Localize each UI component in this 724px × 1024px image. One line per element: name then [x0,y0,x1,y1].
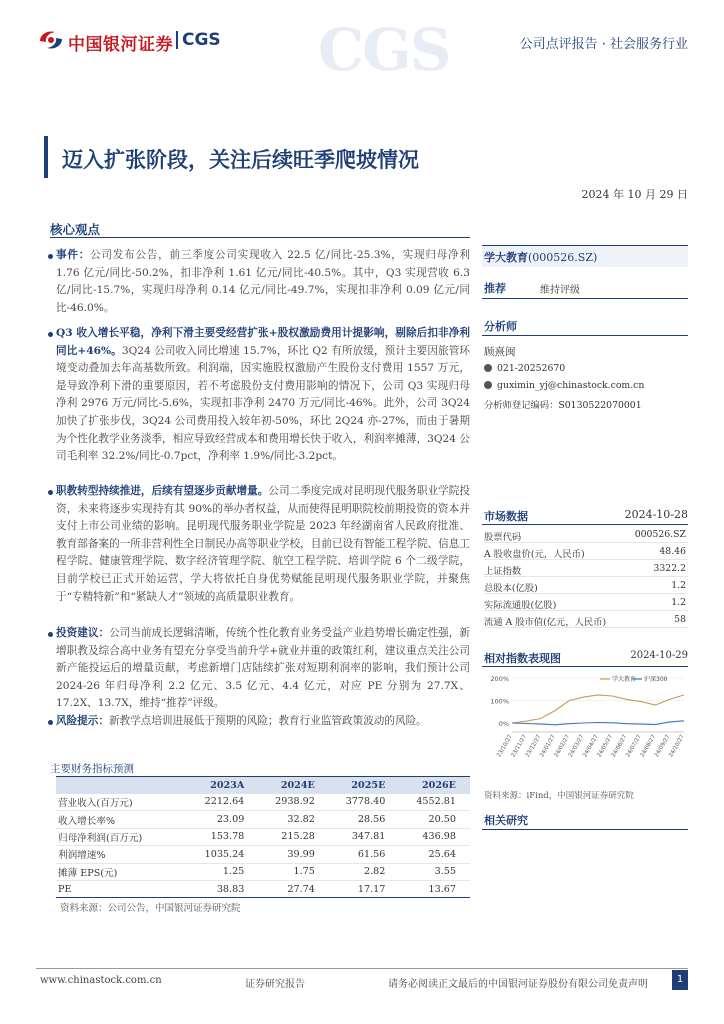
paragraph-lead: Q3 收入增长平稳，净利下滑主要受经营扩张+股权激励费用计提影响，剔除后扣非净利同比+46%。 [56,327,470,357]
table-cell: 1.75 [258,863,329,880]
rating-value: 维持评级 [540,285,580,296]
table-cell: 153.78 [188,828,259,845]
paragraph-q3-growth [56,325,470,466]
table-row [56,828,470,845]
chart-x-tick-label: 24/06/27 [610,734,629,759]
rating-label: 推荐 [484,282,506,295]
table-cell: 归母净利润(百万元) [56,828,188,845]
paragraph-lead: 投资建议： [56,627,110,639]
analyst-heading: 分析师 [484,320,517,333]
market-row [484,560,688,577]
bullet-icon [48,254,53,259]
title-accent-bar [44,136,48,178]
table-cell: 利润增速% [56,846,188,863]
footer-report-type: 证券研究报告 [245,979,305,990]
table-header-cell: 2023A [188,777,259,794]
table-cell: 摊薄 EPS(元) [56,863,188,880]
table-row [56,846,470,863]
chart-series-line-stock [512,695,684,723]
market-value: 3322.2 [653,563,686,574]
market-value: 1.2 [671,580,686,591]
table-cell: 2938.92 [258,794,329,811]
report-date: 2024 年 10 月 29 日 [581,188,688,201]
table-cell: 436.98 [399,828,470,845]
chart-x-tick-label: 24/02/27 [553,734,572,759]
related-heading: 相关研究 [484,814,528,827]
chart-y-tick-label: 200% [490,675,509,683]
market-rule [482,524,688,525]
page-header [0,0,724,84]
related-rule [482,829,688,830]
bullet-icon [48,332,53,337]
analyst-email[interactable] [484,380,644,391]
core-view-heading: 核心观点 [50,222,101,237]
chart-legend-label: 沪深300 [644,676,668,683]
logo-english: CGS [182,30,221,50]
paragraph-risk [56,713,470,731]
table-cell: 营业收入(百万元) [56,794,188,811]
footer-disclaimer: 请务必阅读正文最后的中国银河证券股份有限公司免责声明 [388,979,648,990]
chart-x-tick-label: 23/12/27 [524,734,543,759]
page-number: 1 [672,970,688,990]
market-value: 1.2 [671,597,686,608]
table-cell: 23.09 [188,811,259,828]
logo-chinese: 中国银河证券 [68,35,173,55]
table-cell: 215.28 [258,828,329,845]
market-row [484,594,688,611]
analyst-name: 顾熹闽 [484,346,516,358]
market-value: 000526.SZ [634,529,686,540]
table-header-cell: 2025E [329,777,400,794]
chart-y-tick-label: 0% [498,720,509,728]
table-cell: PE [56,880,188,897]
galaxy-logo-icon [38,29,64,51]
table-cell: 20.50 [399,811,470,828]
bullet-icon [48,720,53,725]
market-key: 实际流通股(亿股) [484,600,557,611]
market-row [484,543,688,560]
report-title: 迈入扩张阶段，关注后续旺季爬坡情况 [62,147,419,172]
table-cell: 347.81 [329,828,400,845]
analyst-phone [484,363,565,374]
market-heading: 市场数据 [484,510,528,523]
email-text[interactable]: guximin_yj@chinastock.com.cn [497,380,645,391]
paragraph-event [56,247,470,317]
market-date: 2024-10-28 [624,508,688,521]
table-cell: 13.67 [399,880,470,897]
financials-title: 主要财务指标预测 [50,763,134,775]
table-cell: 4552.81 [399,794,470,811]
table-cell: 38.83 [188,880,259,897]
chart-x-tick-label: 24/03/27 [567,734,586,759]
financials-table [56,776,470,898]
header-watermark: CGS [318,16,450,84]
table-cell: 1.25 [188,863,259,880]
paragraph-text: 3Q24 公司收入同比增速 15.7%，环比 Q2 有所放缓，预计主要因旅管环境变动叠加去年高基数所致。利润端，因实施股权激励产生股份支付费用 1557 万元，是导致净利下滑的重要原因，若不考虑股份支付费用影响的情况下，公司 Q3 实现归母净利 2976 万元/同比-5.6%，实现扣非净利 2470 万元/同比-46%。此外，公司 3Q24 加快了扩张步伐，3Q24 公司费用投入较年初-50%，环比 2Q24 亦-27%，而由于暑期为个性化教学业务淡季，相应导致经营成本和费用增长快于收入，利润率摊薄，3Q24 公司毛利率 32.2%/同比-0.7pct，净利率 1.9%/同比-3.2pct。 [56,344,471,463]
table-header-cell: 2026E [399,777,470,794]
table-cell: 2212.64 [188,794,259,811]
paragraph-text: 公司当前成长逻辑清晰，传统个性化教育业务受益产业趋势增长确定性强，新增职教及综合高中业务有望充分享受当前升学+就业并重的政策红利，建议重点关注公司新产能投运后的增量贡献，考虑新增门店陆续扩张对短期利润率的影响，我们预计公司 2024-26 年归母净利 2.2 亿元、3.5 亿元、4.4 亿元，对应 PE 分别为 27.7X、17.2X、13.7X，维持“推荐”评级。 [56,627,471,710]
table-row [56,880,470,897]
table-cell: 32.82 [258,811,329,828]
table-cell: 28.56 [329,811,400,828]
market-row [484,611,688,628]
table-row [56,863,470,880]
chart-y-tick-label: 100% [490,697,509,706]
footer-url[interactable]: www.chinastock.com.cn [40,975,162,986]
table-cell: 2.82 [329,863,400,880]
chart-x-tick-label: 24/08/27 [639,734,658,759]
table-row [56,794,470,811]
table-cell: 25.64 [399,846,470,863]
table-header-row [56,777,470,794]
paragraph-investment [56,625,470,713]
paragraph-text: 公司发布公告，前三季度公司实现收入 22.5 亿/同比-25.3%，实现归母净利 1.76 亿元/同比-50.2%，扣非净利 1.61 亿元/同比-40.5%。其中，Q3 实现营收 6.3 亿/同比-15.7%，实现归母净利 0.14 亿元/同比-49.7%，实现扣非净利 0.09 亿元/同比-46.0%。 [56,249,471,314]
footer-rule [36,968,688,969]
chart-rule [482,666,688,667]
table-header-cell [56,777,188,794]
market-key: 流通 A 股市值(亿元，人民币) [484,617,607,628]
chart-x-tick-label: 24/10/27 [668,734,686,759]
table-cell: 39.99 [258,846,329,863]
chart-svg [484,670,688,788]
report-category: 公司点评报告 · 社会服务行业 [519,37,688,52]
market-row [484,577,688,594]
chart-legend-label: 学大教育 [612,676,637,683]
chart-date: 2024-10-29 [630,650,688,661]
table-cell: 3778.40 [329,794,400,811]
table-cell: 61.56 [329,846,400,863]
bullet-icon [48,490,53,495]
market-key: A 股收盘价(元，人民币) [484,549,585,560]
analyst-rule [482,335,688,336]
table-header-cell: 2024E [258,777,329,794]
table-cell: 3.55 [399,863,470,880]
company-name-text: 学大教育 [484,251,528,264]
rating-rule [482,298,688,299]
financials-source: 资料来源：公司公告，中国银河证券研究院 [60,903,241,914]
chart-x-tick-label: 24/07/27 [625,734,643,759]
stock-code: (000526.SZ) [528,251,598,264]
analyst-registration: 分析师登记编码：S0130522070001 [484,400,642,411]
market-key: 股票代码 [484,532,522,543]
phone-icon [484,364,492,372]
chart-source: 资料来源：iFind，中国银河证券研究院 [484,791,634,801]
table-cell: 收入增长率% [56,811,188,828]
market-key: 总股本(亿股) [484,583,538,594]
logo-divider [176,31,178,49]
chart-x-tick-label: 24/04/27 [582,734,600,759]
paragraph-text: 新教学点培训进展低于预期的风险；教育行业监管政策波动的风险。 [108,715,427,727]
paragraph-vocational [56,483,470,606]
chart-x-tick-label: 24/05/27 [596,734,615,759]
paragraph-lead: 风险提示： [56,715,109,727]
table-cell: 27.74 [258,880,329,897]
chart-heading: 相对指数表现图 [484,652,561,665]
chart-x-tick-label: 23/11/27 [510,734,529,759]
chart-x-tick-label: 24/01/27 [539,734,557,759]
market-row [484,526,688,543]
core-view-rule [50,237,470,238]
market-value: 58 [674,614,686,625]
company-name [484,249,597,265]
table-row [56,811,470,828]
market-key: 上证指数 [484,566,522,577]
bullet-icon [48,632,53,637]
paragraph-text: 公司二季度完成对昆明现代服务职业学院投资，未来将逐步实现持有其 90%的举办者权益，从而使得昆明职院校前期投资的资本并支付上市公司业绩的影响。昆明现代服务职业学院是 2023 年经湖南省人民政府批准、教育部备案的一所非营利性全日制民办高等职业学校，目前已设有智能工程学院、信息工程学院、健康管理学院、数字经济管理学院、航空工程学院、培训学院 6 个二级学院，目前学校已正式开始运营，学大将依托自身优势赋能昆明现代服务职业学院，并聚焦于“专精特新”和“紧缺人才”领域的高质量职业教育。 [56,485,471,603]
email-icon [484,381,492,389]
table-cell: 1035.24 [188,846,259,863]
market-value: 48.46 [659,546,686,557]
phone-text: 021-20252670 [497,363,566,374]
paragraph-lead: 事件： [56,249,91,261]
relative-performance-chart [484,670,688,788]
paragraph-lead: 职教转型持续推进，后续有望逐步贡献增量。 [56,485,269,497]
chart-x-tick-label: 23/10/27 [496,734,514,759]
table-cell: 17.17 [329,880,400,897]
chart-x-tick-label: 24/09/27 [653,734,672,759]
